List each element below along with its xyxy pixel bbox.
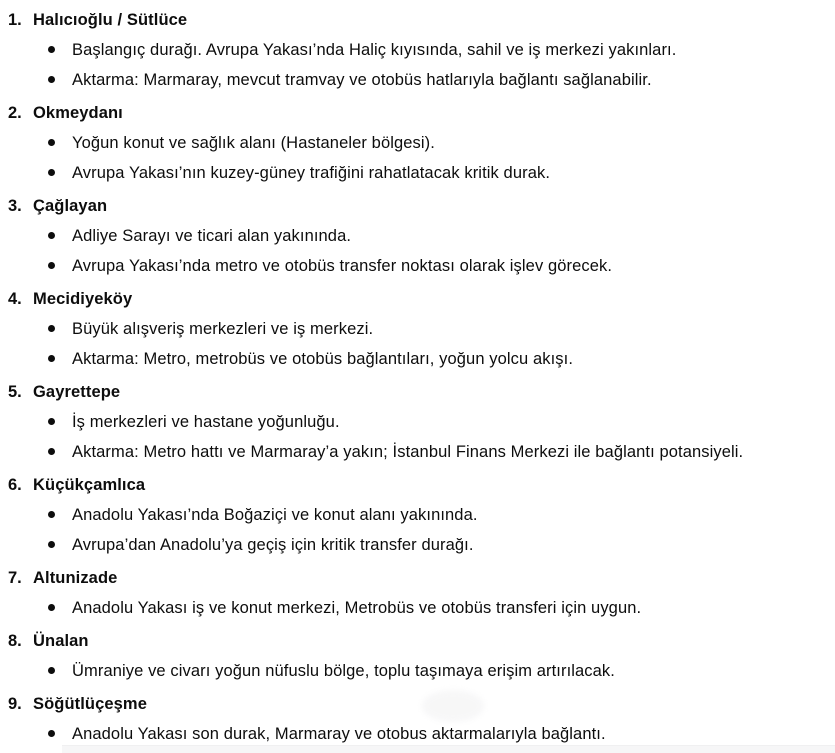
bullet-icon [48,46,55,53]
list-item [8,128,825,158]
bullet-icon [48,76,55,83]
station-number: 2. [8,104,22,122]
list-item [8,251,825,281]
bullet-icon [48,355,55,362]
list-item [8,35,825,65]
bullet-text: Adliye Sarayı ve ticari alan yakınında. [72,227,352,245]
station-heading [8,563,825,593]
station-heading [8,626,825,656]
list-item [8,407,825,437]
station-title: Çağlayan [33,197,108,215]
bullet-text: Yoğun konut ve sağlık alanı (Hastaneler bölgesi). [72,134,435,152]
bullet-icon [48,730,55,737]
station-heading [8,5,825,35]
bullet-text: Avrupa’dan Anadolu’ya geçiş için kritik transfer durağı. [72,536,474,554]
station-title: Halıcıoğlu / Sütlüce [33,11,188,29]
station-number: 6. [8,476,22,494]
bullet-icon [48,262,55,269]
station-title: Okmeydanı [33,104,123,122]
station-title: Ünalan [33,632,89,650]
station-section [8,689,825,749]
station-bullets [8,35,825,95]
bullet-text: Aktarma: Metro hattı ve Marmaray’a yakın; İstanbul Finans Merkezi ile bağlantı potansiyeli. [72,443,744,461]
list-item [8,530,825,560]
bullet-icon [48,667,55,674]
bullet-icon [48,232,55,239]
station-section [8,284,825,374]
station-number: 8. [8,632,22,650]
bullet-icon [48,448,55,455]
list-item [8,221,825,251]
list-item [8,158,825,188]
bullet-text: Anadolu Yakası’nda Boğaziçi ve konut alanı yakınında. [72,506,478,524]
bullet-text: İş merkezleri ve hastane yoğunluğu. [72,413,340,431]
station-number: 3. [8,197,22,215]
bullet-icon [48,325,55,332]
station-heading [8,377,825,407]
station-number: 9. [8,695,22,713]
station-heading [8,98,825,128]
bullet-text: Büyük alışveriş merkezleri ve iş merkezi. [72,320,374,338]
station-number: 4. [8,290,22,308]
station-bullets [8,656,825,686]
list-item [8,500,825,530]
station-bullets [8,314,825,374]
bottom-strip [62,745,835,753]
station-section [8,626,825,686]
bullet-text: Avrupa Yakası’nın kuzey-güney trafiğini rahatlatacak kritik durak. [72,164,551,182]
list-item [8,65,825,95]
list-item [8,656,825,686]
station-bullets [8,128,825,188]
station-title: Mecidiyeköy [33,290,133,308]
station-title: Altunizade [33,569,118,587]
station-section [8,377,825,467]
station-section [8,470,825,560]
station-bullets [8,407,825,467]
list-item [8,437,825,467]
station-section [8,5,825,95]
bullet-text: Aktarma: Marmaray, mevcut tramvay ve otobüs hatlarıyla bağlantı sağlanabilir. [72,71,652,89]
station-title: Gayrettepe [33,383,121,401]
station-bullets [8,221,825,281]
bullet-icon [48,139,55,146]
station-title: Söğütlüçeşme [33,695,147,713]
bullet-text: Avrupa Yakası’nda metro ve otobüs transfer noktası olarak işlev görecek. [72,257,613,275]
list-item [8,593,825,623]
station-section [8,98,825,188]
station-number: 1. [8,11,22,29]
station-bullets [8,500,825,560]
station-list [8,5,825,749]
station-heading [8,284,825,314]
station-heading [8,470,825,500]
station-title: Küçükçamlıca [33,476,146,494]
list-item [8,314,825,344]
station-heading [8,689,825,719]
station-number: 5. [8,383,22,401]
bullet-text: Başlangıç durağı. Avrupa Yakası’nda Haliç kıyısında, sahil ve iş merkezi yakınları. [72,41,677,59]
station-number: 7. [8,569,22,587]
bullet-icon [48,541,55,548]
station-section [8,191,825,281]
bullet-icon [48,604,55,611]
bullet-text: Aktarma: Metro, metrobüs ve otobüs bağlantıları, yoğun yolcu akışı. [72,350,574,368]
station-bullets [8,593,825,623]
bullet-icon [48,511,55,518]
bullet-text: Ümraniye ve civarı yoğun nüfuslu bölge, toplu taşımaya erişim artırılacak. [72,662,615,680]
bullet-text: Anadolu Yakası son durak, Marmaray ve otobus aktarmalarıyla bağlantı. [72,725,606,743]
station-heading [8,191,825,221]
station-section [8,563,825,623]
bullet-icon [48,418,55,425]
list-item [8,344,825,374]
bullet-icon [48,169,55,176]
bullet-text: Anadolu Yakası iş ve konut merkezi, Metrobüs ve otobüs transferi için uygun. [72,599,642,617]
